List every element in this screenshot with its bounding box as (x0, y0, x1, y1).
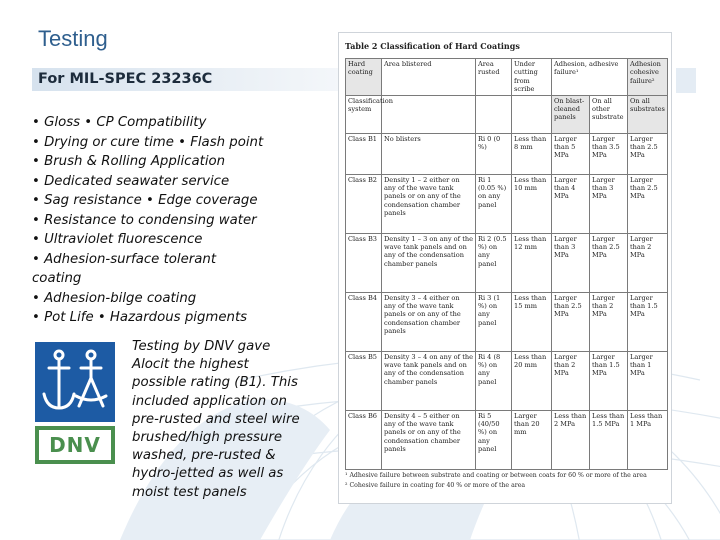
dnv-testing-paragraph (132, 338, 322, 502)
subheader-blast-cleaned: On blast-cleaned panels (552, 95, 590, 133)
cell-adhesion-blast: Larger than 2 MPa (552, 351, 590, 410)
dnv-logo (35, 342, 115, 464)
subtitle-banner (32, 68, 342, 91)
anchor-icon (35, 342, 115, 422)
cell-rust: Ri 0 (0 %) (476, 133, 512, 174)
cell-blister: Density 3 – 4 either on any of the wave tank panels or on any of the condensation chamber panels (382, 292, 476, 351)
bullet-line: • Ultraviolet fluorescence (32, 232, 203, 247)
bullet-line: • Dedicated seawater service (32, 173, 230, 189)
cell-adhesion-blast: Larger than 5 MPa (552, 133, 590, 174)
cell-adhesion-other: Less than 1.5 MPa (590, 410, 628, 469)
table-row (346, 351, 668, 410)
paragraph-line: washed, pre-rusted & (132, 448, 276, 464)
cell-class: Class B2 (346, 174, 382, 233)
cell-undercut: Less than 12 mm (512, 233, 552, 292)
subheader-empty (512, 95, 552, 133)
cell-undercut: Less than 20 mm (512, 351, 552, 410)
cell-class: Class B1 (346, 133, 382, 174)
cell-adhesion-other: Larger than 2.5 MPa (590, 233, 628, 292)
cell-blister: Density 1 – 3 on any of the wave tank panels and on any of the condensation chamber panels (382, 233, 476, 292)
header-area-blistered: Area blistered (382, 59, 476, 96)
dnv-wordmark-box (35, 426, 115, 464)
paragraph-line: pre-rusted and steel wire (132, 411, 300, 427)
feature-bullet-list (32, 113, 332, 328)
bullet-line: coating (32, 271, 82, 286)
cell-cohesion: Larger than 2.5 MPa (628, 133, 668, 174)
cell-cohesion: Larger than 1 MPa (628, 351, 668, 410)
header-under-cutting: Under cutting from scribe (512, 59, 552, 96)
cell-adhesion-blast: Larger than 2.5 MPa (552, 292, 590, 351)
cell-adhesion-other: Larger than 1.5 MPa (590, 351, 628, 410)
slide-title: Testing (38, 26, 108, 51)
table-caption: Table 2 Classification of Hard Coatings (345, 41, 520, 51)
subheader-all-substrates: On all substrates (628, 95, 668, 133)
cell-class: Class B4 (346, 292, 382, 351)
paragraph-line: included application on (132, 393, 287, 409)
cell-blister: Density 3 – 4 on any of the wave tank panels and on any of the condensation chamber panels (382, 351, 476, 410)
table-row (346, 233, 668, 292)
cell-rust: Ri 3 (1 %) on any panel (476, 292, 512, 351)
cell-rust: Ri 5 (40/50 %) on any panel (476, 410, 512, 469)
footnote: ² Cohesive failure in coating for 40 % or more of the area (345, 482, 526, 489)
cell-rust: Ri 2 (0.5 %) on any panel (476, 233, 512, 292)
cell-adhesion-blast: Larger than 4 MPa (552, 174, 590, 233)
header-hard-coating: Hard coating (346, 59, 382, 96)
hard-coatings-table-image (338, 32, 672, 504)
cell-cohesion: Less than 1 MPa (628, 410, 668, 469)
paragraph-line: Testing by DNV gave (132, 339, 271, 354)
cell-undercut: Less than 8 mm (512, 133, 552, 174)
paragraph-line: hydro-jetted as well as (132, 466, 284, 482)
paragraph-line: moist test panels (132, 484, 247, 500)
bullet-line: • Gloss • CP Compatibility (32, 115, 207, 130)
table-row (346, 410, 668, 469)
cell-adhesion-other: Larger than 2 MPa (590, 292, 628, 351)
dnv-wordmark: DNV (49, 433, 101, 457)
bullet-line: • Drying or cure time • Flash point (32, 134, 264, 150)
decorative-bar (676, 68, 696, 93)
paragraph-line: brushed/high pressure (132, 430, 283, 446)
cell-rust: Ri 4 (8 %) on any panel (476, 351, 512, 410)
bullet-line: • Adhesion-bilge coating (32, 290, 197, 306)
subheader-classification: Classification system (346, 95, 382, 133)
cell-undercut: Larger than 20 mm (512, 410, 552, 469)
subtitle-text: For MIL-SPEC 23236C (38, 71, 213, 87)
cell-class: Class B5 (346, 351, 382, 410)
cell-class: Class B3 (346, 233, 382, 292)
cell-adhesion-blast: Less than 2 MPa (552, 410, 590, 469)
cell-cohesion: Larger than 2 MPa (628, 233, 668, 292)
table-row (346, 292, 668, 351)
bullet-line: • Sag resistance • Edge coverage (32, 193, 258, 208)
header-area-rusted: Area rusted (476, 59, 512, 96)
cell-blister: No blisters (382, 133, 476, 174)
bullet-line: • Pot Life • Hazardous pigments (32, 310, 248, 325)
table-row (346, 133, 668, 174)
subheader-other-substrate: On all other substrate (590, 95, 628, 133)
cell-adhesion-other: Larger than 3 MPa (590, 174, 628, 233)
table-footnotes (345, 471, 667, 491)
cell-adhesion-other: Larger than 3.5 MPa (590, 133, 628, 174)
paragraph-line: possible rating (B1). This (132, 375, 298, 391)
cell-rust: Ri 1 (0.05 %) on any panel (476, 174, 512, 233)
header-cohesive-failure: Adhesion cohesive failure² (628, 59, 668, 96)
table-row (346, 174, 668, 233)
cell-undercut: Less than 10 mm (512, 174, 552, 233)
header-adhesive-failure: Adhesion, adhesive failure¹ (552, 59, 628, 96)
cell-blister: Density 1 – 2 either on any of the wave tank panels or on any of the condensation chamber panels (382, 174, 476, 233)
bullet-line: • Brush & Rolling Application (32, 154, 226, 169)
footnote: ¹ Adhesive failure between substrate and coating or between coats for 60 % or more of the area (345, 472, 647, 479)
cell-class: Class B6 (346, 410, 382, 469)
paragraph-line: Alocit the highest (132, 357, 249, 373)
dnv-anchor-emblem (35, 342, 115, 422)
bullet-line: • Adhesion-surface tolerant (32, 251, 217, 267)
cell-blister: Density 4 – 5 either on any of the wave tank panels or on any of the condensation chamber panels (382, 410, 476, 469)
subheader-empty (476, 95, 512, 133)
cell-cohesion: Larger than 1.5 MPa (628, 292, 668, 351)
cell-cohesion: Larger than 2.5 MPa (628, 174, 668, 233)
bullet-line: • Resistance to condensing water (32, 212, 257, 228)
subheader-empty (382, 95, 476, 133)
classification-table (345, 58, 668, 470)
cell-adhesion-blast: Larger than 3 MPa (552, 233, 590, 292)
cell-undercut: Less than 15 mm (512, 292, 552, 351)
